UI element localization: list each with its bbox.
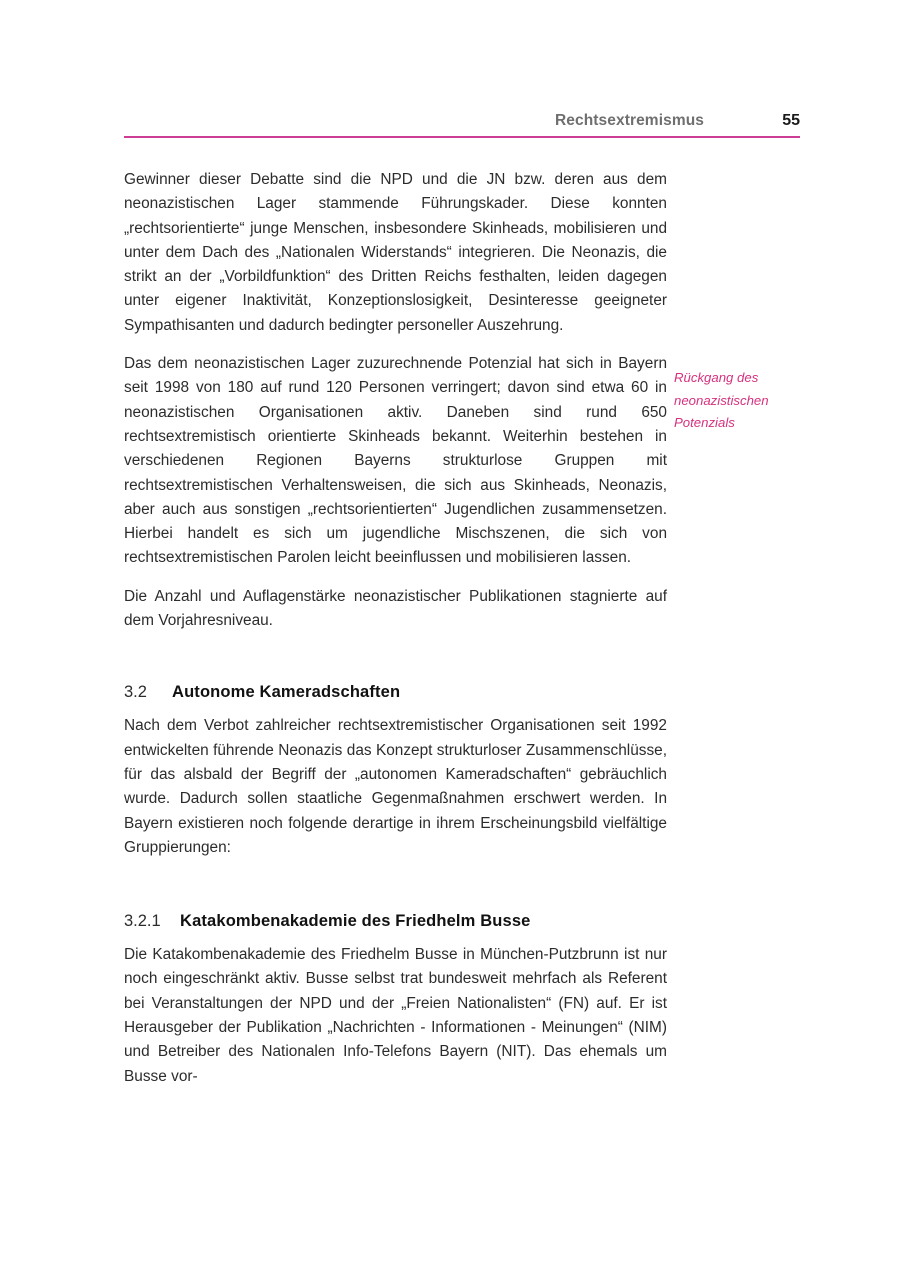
margin-note-line-3: Potenzials (674, 415, 735, 431)
page-number: 55 (782, 112, 800, 129)
section-title-3-2-1: Katakombenakademie des Friedhelm Busse (180, 912, 531, 931)
margin-note-line-2: neonazistischen (674, 392, 769, 408)
section-heading-3-2-1 (124, 912, 667, 931)
section-number-3-2: 3.2 (124, 683, 147, 702)
margin-note (674, 367, 814, 435)
paragraph-4: Nach dem Verbot zahlreicher rechtsextremistischer Organisationen seit 1992 entwickelten führende Neonazis das Konzept strukturloser Zusammenschlüsse, für das alsbald der Begriff der „autonomen Kameradschaften“ gebräuchlich wurde. Dadurch sollen staatliche Gegenmaßnahmen erschwert werden. In Bayern existieren noch folgende derartige in ihrem Erscheinungsbild vielfältige Gruppierungen: (124, 717, 667, 856)
section-number-3-2-1: 3.2.1 (124, 912, 161, 931)
margin-note-line-1: Rückgang des (674, 370, 759, 385)
paragraph-5: Die Katakombenakademie des Friedhelm Busse in München-Putzbrunn ist nur noch eingeschränkt aktiv. Busse selbst trat bundesweit mehrfach als Referent bei Veranstaltungen der NPD und der „Freien Nationalisten“ (FN) auf. Er ist Herausgeber der Publikation „Nachrichten - Informationen - Meinungen“ (NIM) und Betreiber des Nationalen Info-Telefons Bayern (NIT). Das ehemals um Busse vor- (124, 946, 667, 1085)
main-text-column (124, 168, 667, 1089)
section-title-3-2: Autonome Kameradschaften (172, 683, 401, 702)
running-header (124, 112, 800, 134)
paragraph-3: Die Anzahl und Auflagenstärke neonazistischer Publikationen stagnierte auf dem Vorjahresniveau. (124, 587, 667, 630)
header-divider-rule (124, 136, 800, 138)
header-chapter-title: Rechtsextremismus (554, 112, 704, 129)
paragraph-2: Das dem neonazistischen Lager zuzurechnende Potenzial hat sich in Bayern seit 1998 von 180 auf rund 120 Personen verringert; davon sind etwa 60 in neonazistischen Organisationen aktiv. Daneben sind rund 650 rechtsextremistisch orientierte Skinheads bekannt. Weiterhin bestehen in verschiedenen Regionen Bayerns strukturlose Gruppen mit rechtsextremistischen Verhaltensweisen, die sich aus Skinheads, Neonazis, aber auch aus sonstigen „rechtsorientierten“ Jugendlichen zusammensetzen. Hierbei handelt es sich um jugendliche Mischszenen, die sich von rechtsextremistischen Parolen leicht beeinflussen und mobilisieren lassen. (124, 355, 667, 567)
paragraph-1: Gewinner dieser Debatte sind die NPD und die JN bzw. deren aus dem neonazistischen Lager stammende Führungskader. Diese konnten „rechtsorientierte“ junge Menschen, insbesondere Skinheads, mobilisieren und unter dem Dach des „Nationalen Widerstands“ integrieren. Die Neonazis, die strikt an der „Vorbildfunktion“ des Dritten Reichs festhalten, leiden dagegen unter eigener Inaktivität, Konzeptionslosigkeit, Desinteresse geeigneter Sympathisanten und dadurch bedingter personeller Auszehrung. (124, 171, 667, 334)
section-heading-3-2 (124, 683, 667, 702)
